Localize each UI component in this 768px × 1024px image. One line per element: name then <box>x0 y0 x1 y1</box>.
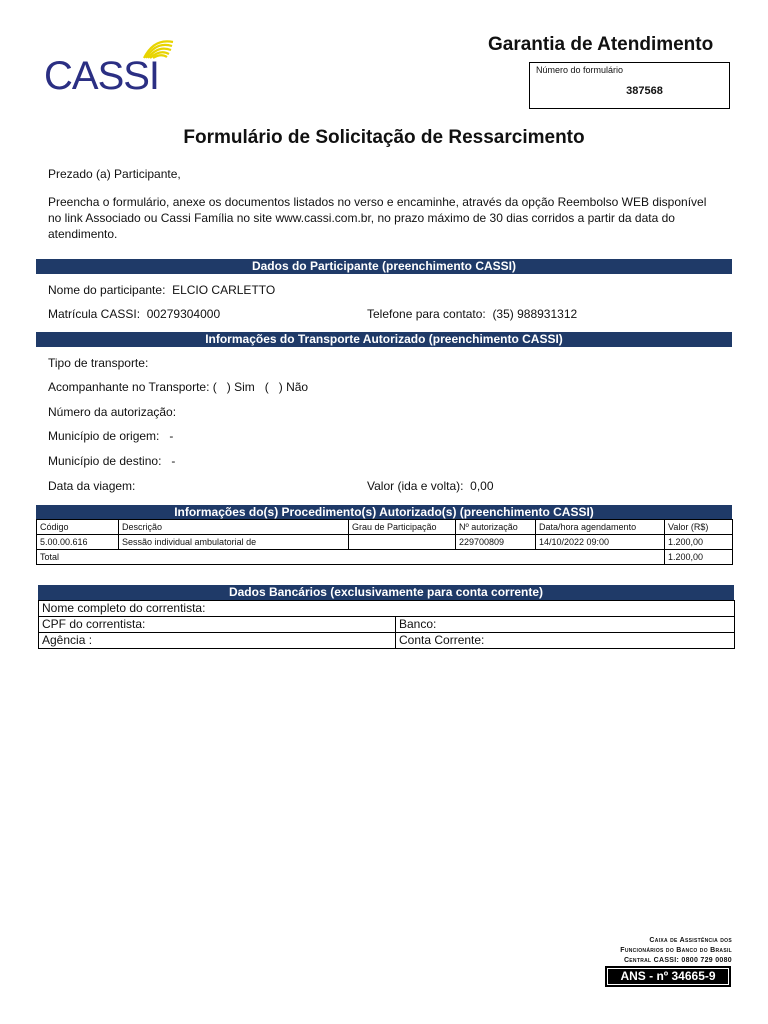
procedure-authorization: 229700809 <box>456 535 536 550</box>
column-header-value: Valor (R$) <box>665 520 733 535</box>
column-header-code: Código <box>37 520 119 535</box>
participant-name-value: ELCIO CARLETTO <box>172 283 276 297</box>
table-row <box>37 535 733 550</box>
bank-table <box>38 600 735 649</box>
cassi-logo <box>40 36 175 96</box>
procedures-table <box>36 519 733 565</box>
cpf-field[interactable]: CPF do correntista: <box>39 617 396 633</box>
transport-type-label: Tipo de transporte: <box>48 356 149 370</box>
travel-date-label: Data da viagem: <box>48 479 136 493</box>
footer-org-info <box>560 936 732 966</box>
authorization-number-label: Número da autorização: <box>48 405 177 419</box>
procedure-value: 1.200,00 <box>665 535 733 550</box>
phone-row <box>367 306 577 322</box>
column-header-schedule: Data/hora agendamento <box>536 520 665 535</box>
account-field[interactable]: Conta Corrente: <box>396 633 735 649</box>
procedures-header-row <box>37 520 733 535</box>
page-title: Formulário de Solicitação de Ressarcimento <box>183 127 585 148</box>
bank-field[interactable]: Banco: <box>396 617 735 633</box>
transport-section-header: Informações do Transporte Autorizado (preenchimento CASSI) <box>36 332 732 347</box>
form-number-box <box>529 62 730 109</box>
destination-row <box>48 453 175 469</box>
account-holder-field[interactable]: Nome completo do correntista: <box>39 601 735 617</box>
origin-value: - <box>169 429 174 443</box>
registration-value: 00279304000 <box>146 307 221 321</box>
document-type-title: Garantia de Atendimento <box>488 34 714 55</box>
travel-value-row <box>367 478 494 494</box>
logo-wordmark: CASSI <box>44 54 160 96</box>
footer-line-3: Central CASSI: 0800 729 0080 <box>623 957 732 964</box>
travel-value-value: 0,00 <box>470 479 494 493</box>
form-number-value: 387568 <box>626 85 663 97</box>
agency-field[interactable]: Agência : <box>39 633 396 649</box>
footer-line-1: Caixa de Assistência dos <box>649 937 732 944</box>
travel-value-label: Valor (ida e volta): <box>367 479 464 493</box>
footer-line-2: Funcionários do Banco do Brasil <box>620 947 732 954</box>
origin-row <box>48 428 173 444</box>
phone-value: (35) 988931312 <box>492 307 578 321</box>
ans-number: ANS - nº 34665-9 <box>608 969 728 984</box>
intro-paragraph: Preencha o formulário, anexe os documentos listados no verso e encaminhe, através da opção Reembolso WEB disponível no link Associado ou Cassi Família no site www.cassi.com.br, no prazo máximo de 30 dias corridos a partir da data do atendimento. <box>48 195 707 241</box>
procedure-code: 5.00.00.616 <box>37 535 119 550</box>
ans-badge <box>605 966 731 987</box>
companion-row: Acompanhante no Transporte: ( ) Sim ( ) Não <box>48 380 309 394</box>
phone-label: Telefone para contato: <box>367 307 486 321</box>
form-number-label: Número do formulário <box>536 65 624 75</box>
registration-label: Matrícula CASSI: <box>48 307 141 321</box>
participant-name-label: Nome do participante: <box>48 283 166 297</box>
total-label: Total <box>37 550 665 565</box>
destination-label: Município de destino: <box>48 454 162 468</box>
column-header-participation: Grau de Participação <box>349 520 456 535</box>
procedure-description: Sessão individual ambulatorial de <box>119 535 349 550</box>
origin-label: Município de origem: <box>48 429 160 443</box>
bank-section-header: Dados Bancários (exclusivamente para conta corrente) <box>38 585 734 600</box>
registration-row <box>48 306 220 322</box>
participant-name-row <box>48 282 275 298</box>
column-header-authorization: Nº autorização <box>456 520 536 535</box>
total-row <box>37 550 733 565</box>
procedures-section-header: Informações do(s) Procedimento(s) Autorizado(s) (preenchimento CASSI) <box>36 505 732 519</box>
greeting: Prezado (a) Participante, <box>48 167 181 181</box>
column-header-description: Descrição <box>119 520 349 535</box>
participant-section-header: Dados do Participante (preenchimento CASSI) <box>36 259 732 274</box>
procedure-schedule: 14/10/2022 09:00 <box>536 535 665 550</box>
procedure-participation <box>349 535 456 550</box>
destination-value: - <box>171 454 176 468</box>
total-value: 1.200,00 <box>665 550 733 565</box>
